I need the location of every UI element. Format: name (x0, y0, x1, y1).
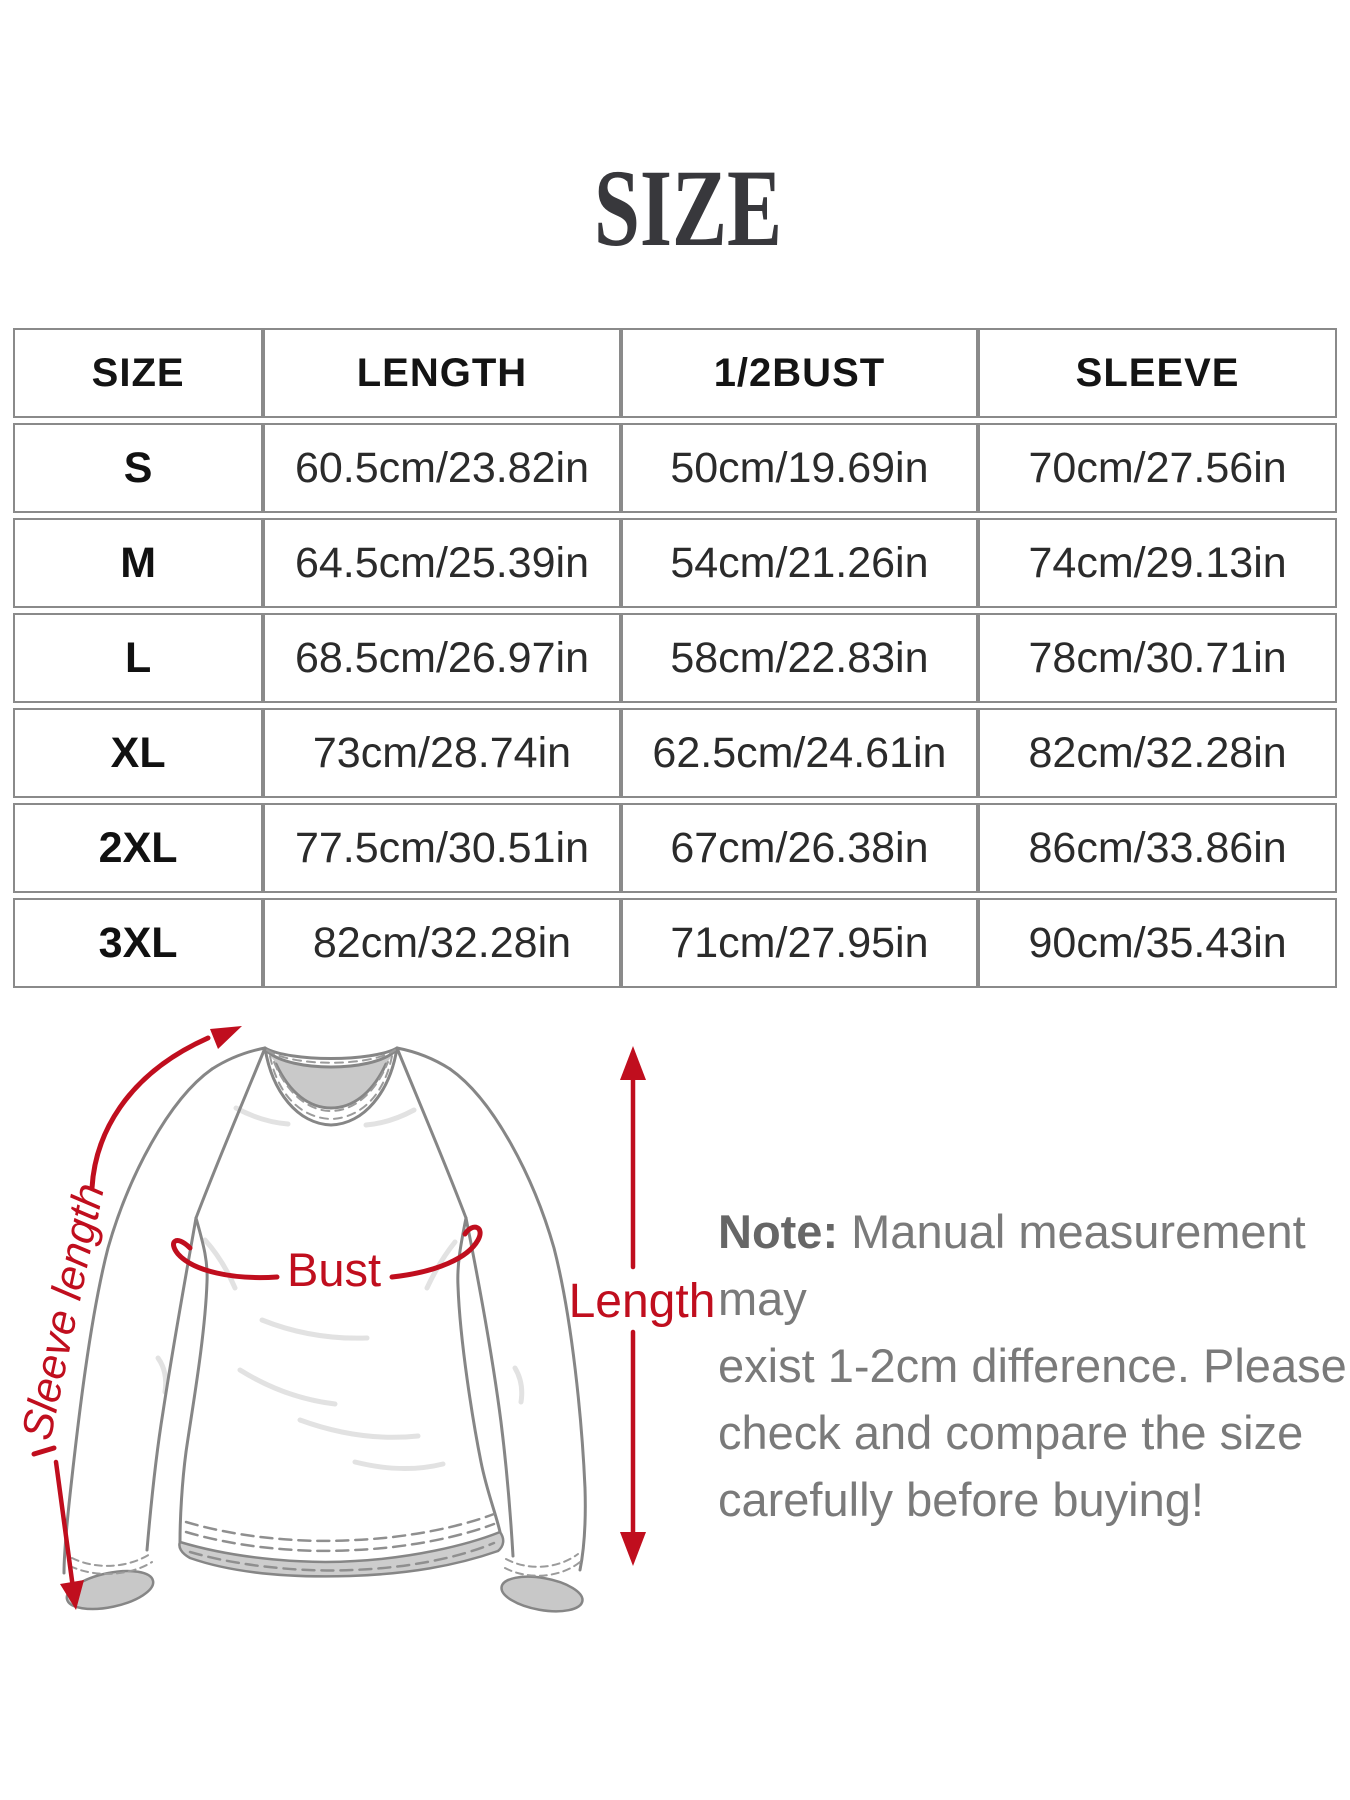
left-sleeve-inner (147, 1218, 196, 1550)
sleeve-cell: 82cm/32.28in (978, 708, 1337, 798)
size-cell: 2XL (13, 803, 263, 893)
length-cell: 73cm/28.74in (263, 708, 620, 798)
table-row (13, 708, 1337, 798)
length-label: Length (568, 1275, 716, 1328)
note-line-2: exist 1-2cm difference. Please (718, 1339, 1347, 1392)
col-header-length: LENGTH (263, 328, 620, 418)
sleeve-cell: 78cm/30.71in (978, 613, 1337, 703)
length-cell: 64.5cm/25.39in (263, 518, 620, 608)
table-header-row (13, 328, 1337, 418)
bust-label: Bust (286, 1243, 382, 1296)
sleeve-cell: 70cm/27.56in (978, 423, 1337, 513)
col-header-sleeve: SLEEVE (978, 328, 1337, 418)
size-cell: L (13, 613, 263, 703)
note-prefix: Note: (718, 1205, 839, 1258)
garment-measure-diagram (0, 990, 716, 1640)
right-sleeve-outer (450, 1069, 585, 1570)
length-cell: 77.5cm/30.51in (263, 803, 620, 893)
collar (265, 1048, 397, 1125)
table-row (13, 518, 1337, 608)
sleeve-cell: 74cm/29.13in (978, 518, 1337, 608)
sleeve-cell: 86cm/33.86in (978, 803, 1337, 893)
note-line-3: check and compare the size (718, 1406, 1304, 1459)
note-line-1 (718, 1198, 1350, 1332)
sleeve-length-label: Sleeve length (12, 1179, 114, 1445)
right-sleeve-inner (466, 1218, 513, 1556)
bust-cell: 50cm/19.69in (621, 423, 978, 513)
length-cell: 60.5cm/23.82in (263, 423, 620, 513)
bust-cell: 58cm/22.83in (621, 613, 978, 703)
size-table (13, 323, 1337, 993)
sleeve-length-arrow-icon (34, 1448, 84, 1610)
length-cell: 82cm/32.28in (263, 898, 620, 988)
left-sleeve-outer (64, 1069, 212, 1573)
hem-band (179, 1514, 503, 1576)
col-header-bust: 1/2BUST (621, 328, 978, 418)
bust-cell: 67cm/26.38in (621, 803, 978, 893)
table-row (13, 613, 1337, 703)
bust-cell: 71cm/27.95in (621, 898, 978, 988)
note-line-4: carefully before buying! (718, 1473, 1204, 1526)
bust-cell: 54cm/21.26in (621, 518, 978, 608)
table-row (13, 423, 1337, 513)
size-cell: XL (13, 708, 263, 798)
table-row (13, 898, 1337, 988)
right-cuff (499, 1554, 585, 1617)
size-cell: S (13, 423, 263, 513)
note-text (718, 1198, 1350, 1533)
shirt-sketch (63, 1048, 585, 1617)
page-title: SIZE (593, 147, 783, 269)
note-line-1-rest: Manual measurement may (718, 1205, 1306, 1325)
size-cell: 3XL (13, 898, 263, 988)
sleeve-cell: 90cm/35.43in (978, 898, 1337, 988)
sleeve-curve-arrow-icon (92, 1026, 242, 1188)
col-header-size: SIZE (13, 328, 263, 418)
bust-cell: 62.5cm/24.61in (621, 708, 978, 798)
length-cell: 68.5cm/26.97in (263, 613, 620, 703)
size-cell: M (13, 518, 263, 608)
table-row (13, 803, 1337, 893)
